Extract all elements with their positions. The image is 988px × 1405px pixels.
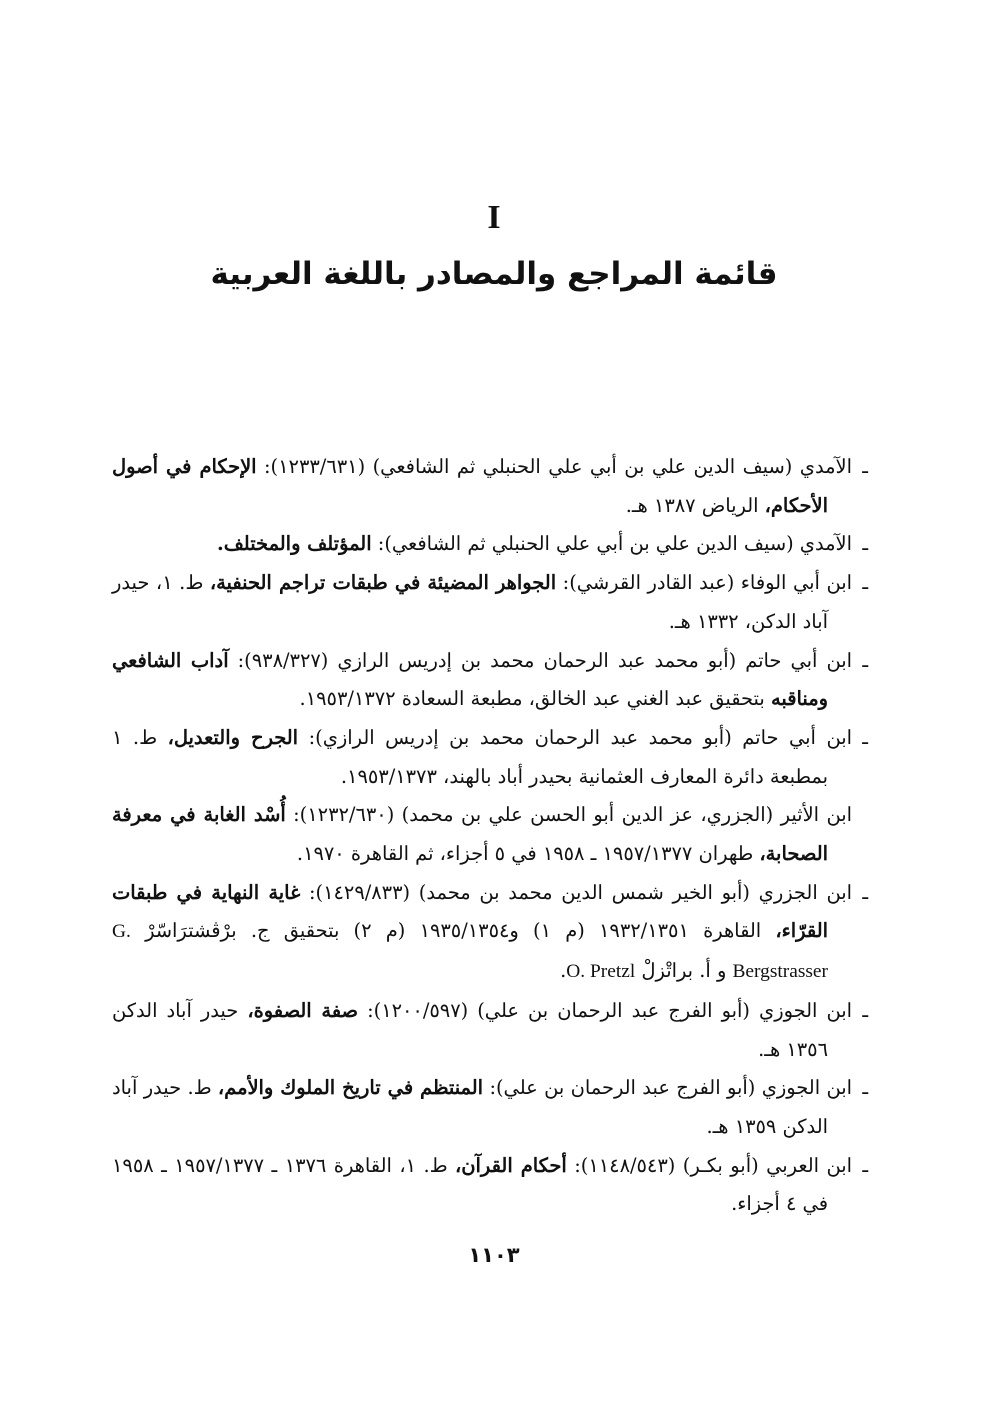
entry-dash: ـ — [862, 725, 868, 749]
entry-latin-name: O. Pretzl — [566, 961, 636, 983]
entry-book-title: المنتظم في تاريخ الملوك والأمم، — [217, 1076, 484, 1100]
entry-publication: ط. ١، حيدر آباد الدكن، ١٣٣٢ هـ. — [112, 571, 828, 633]
bibliography-entry — [112, 642, 868, 719]
entry-publication: القاهرة ١٩٣٢/١٣٥١ (م ١) و١٩٣٥/١٣٥٤ (م ٢) بتحقيق ج. برْڤشترَاسّرْ — [145, 919, 762, 943]
entry-book-title: المؤتلف والمختلف. — [216, 532, 372, 556]
entry-author: ابن الجوزي (أبو الفرج عبد الرحمان بن علي): — [489, 1076, 852, 1100]
bibliography-entry — [112, 874, 868, 992]
entry-dash: ـ — [862, 455, 868, 478]
entry-book-title: الجواهر المضيئة في طبقات تراجم الحنفية، — [209, 571, 557, 595]
bibliography-entry — [112, 564, 868, 641]
bibliography-entry — [112, 992, 868, 1069]
entry-author: ابن أبي حاتم (أبو محمد عبد الرحمان محمد بن إدريس الرازي (٩٣٨/٣٢٧): — [237, 648, 852, 672]
entry-publication: الرياض ١٣٨٧ هـ. — [625, 493, 759, 517]
entry-author: ابن أبي الوفاء (عبد القادر القرشي): — [562, 571, 853, 595]
entry-book-title: آداب الشافعي ومناقبه — [112, 648, 828, 711]
entry-publication: ط. ١، القاهرة ١٣٧٦ ـ ١٩٥٧/١٣٧٧ ـ ١٩٥٨ في ٤ أجزاء. — [112, 1153, 828, 1216]
entry-publication: طهران ١٩٥٧/١٣٧٧ ـ ١٩٥٨ في ٥ أجزاء، ثم القاهرة ١٩٧٠. — [296, 842, 754, 866]
entry-book-title: أحكام القرآن، — [455, 1153, 567, 1177]
entry-book-title: الإحكام في أصول الأحكام، — [112, 455, 828, 517]
entry-publication: ط. ١ بمطبعة دائرة المعارف العثمانية بحيدر أباد بالهند، ١٩٥٣/١٣٧٣. — [112, 725, 828, 788]
entry-publication: حيدر آباد الدكن ١٣٥٦ هـ. — [112, 998, 828, 1061]
entry-author: ابن الأثير (الجزري، عز الدين أبو الحسن علي بن محمد) (١٢٣٢/٦٣٠): — [293, 803, 852, 827]
entry-book-title: أُسْد الغابة في معرفة الصحابة، — [112, 803, 828, 866]
bibliography-entry — [112, 796, 868, 873]
entry-dash: ـ — [862, 880, 868, 904]
entry-dash: ـ — [862, 648, 868, 672]
bibliography-entry — [112, 448, 868, 525]
bibliography-entry — [112, 525, 868, 564]
section-number: I — [487, 199, 501, 236]
entry-connector: و أ. براتْزلْ — [641, 959, 727, 983]
entry-book-title: الجرح والتعديل، — [167, 725, 299, 749]
page-title: قائمة المراجع والمصادر باللغة العربية — [210, 256, 778, 292]
entry-author: ابن الجوزي (أبو الفرج عبد الرحمان بن علي) (١٢٠٠/٥٩٧): — [367, 998, 853, 1022]
entry-dash: ـ — [862, 1076, 868, 1100]
entry-publication: بتحقيق عبد الغني عبد الخالق، مطبعة السعادة ١٩٥٣/١٣٧٢. — [299, 687, 765, 711]
entry-author: الآمدي (سيف الدين علي بن أبي علي الحنبلي ثم الشافعي): — [377, 532, 852, 556]
entry-latin-name: G. Bergstrasser — [112, 921, 828, 983]
bibliography-entry — [112, 719, 868, 796]
entry-end-punctuation: . — [560, 959, 567, 983]
entry-author: ابن الجزري (أبو الخير شمس الدين محمد بن محمد) (١٤٢٩/٨٣٣): — [308, 880, 852, 904]
bibliography-entry — [112, 1147, 868, 1224]
bibliography-entry — [112, 1069, 868, 1146]
entry-author: ابن العربي (أبو بكـر) (١١٤٨/٥٤٣): — [574, 1153, 852, 1177]
entry-author: ابن أبي حاتم (أبو محمد عبد الرحمان محمد بن إدريس الرازي): — [308, 725, 852, 749]
entry-dash: ـ — [862, 1153, 868, 1177]
entry-book-title: صفة الصفوة، — [247, 998, 359, 1022]
entry-book-title: غاية النهاية في طبقات القرّاء، — [112, 880, 828, 943]
entry-dash: ـ — [862, 532, 868, 556]
entry-dash: ـ — [862, 998, 869, 1022]
entry-author: الآمدي (سيف الدين علي بن أبي علي الحنبلي ثم الشافعي) (١٢٣٣/٦٣١): — [264, 455, 852, 478]
entry-publication: ط. حيدر آباد الدكن ١٣٥٩ هـ. — [112, 1076, 828, 1138]
bibliography-list — [112, 448, 868, 1224]
page-number: ١١٠٣ — [468, 1243, 520, 1267]
entry-dash: ـ — [862, 571, 869, 595]
